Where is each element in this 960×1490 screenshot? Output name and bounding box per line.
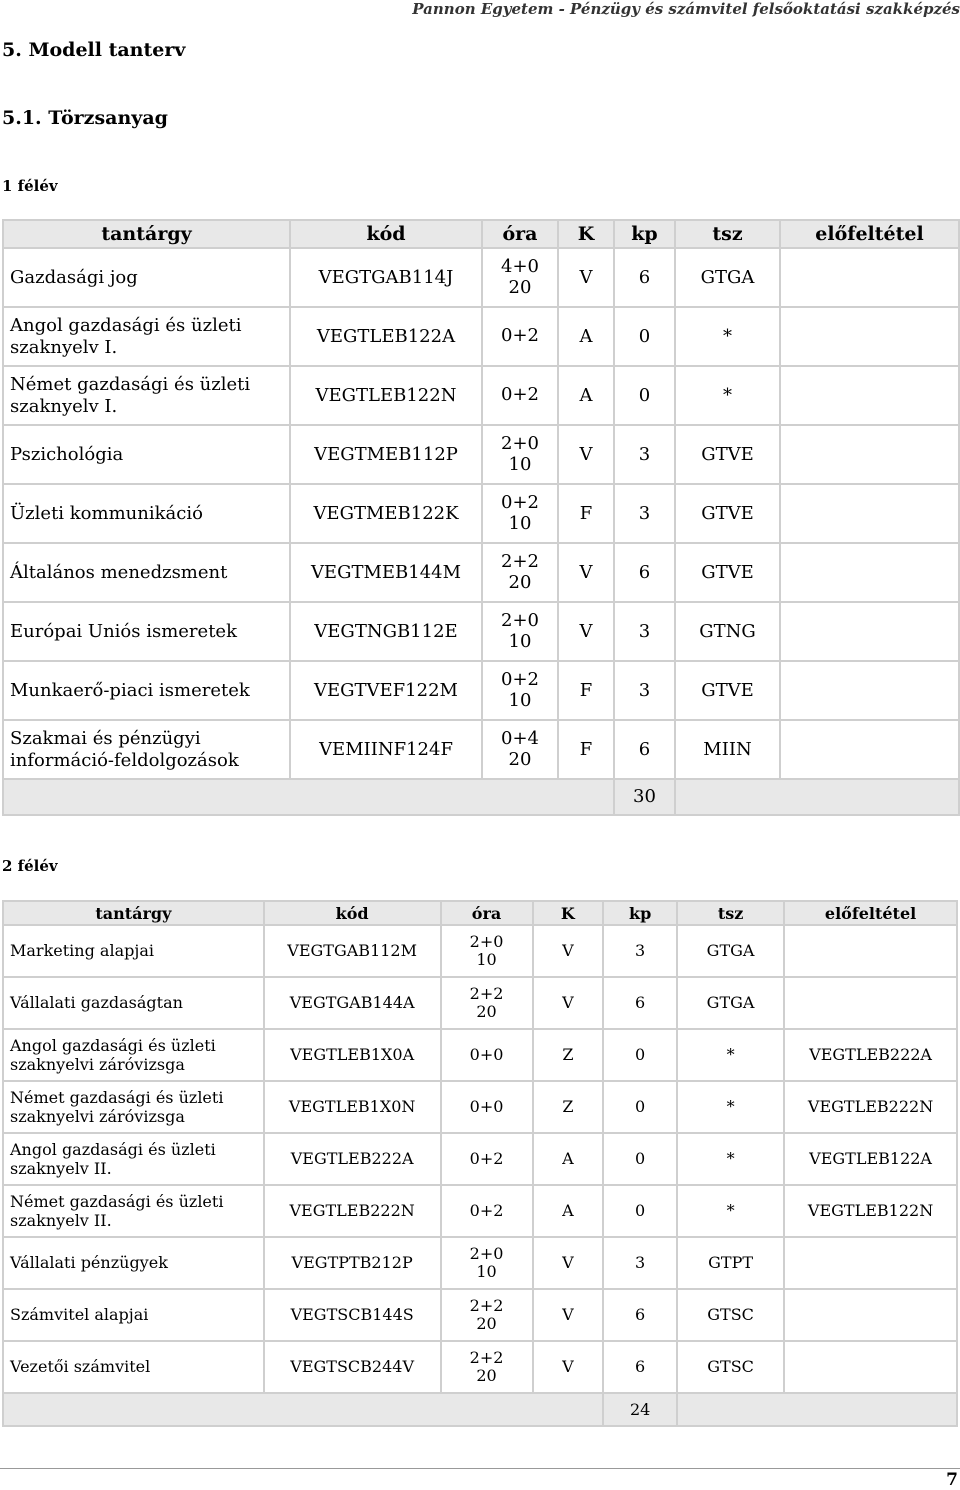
code-cell: VEGTLEB222A bbox=[264, 1133, 441, 1185]
subject-cell: Marketing alapjai bbox=[3, 925, 264, 977]
subject-cell: Angol gazdasági és üzleti szaknyelv I. bbox=[3, 307, 290, 366]
code-cell: VEGTGAB114J bbox=[290, 248, 482, 307]
exam-type-cell: V bbox=[533, 1237, 604, 1289]
exam-type-cell: F bbox=[558, 484, 614, 543]
table-row bbox=[3, 1081, 957, 1133]
credit-cell: 3 bbox=[603, 925, 677, 977]
department-cell: GTPT bbox=[677, 1237, 784, 1289]
table-row bbox=[3, 248, 959, 307]
section-heading-core: 5.1. Törzsanyag bbox=[2, 107, 168, 129]
column-header: tantárgy bbox=[3, 220, 290, 248]
column-header: óra bbox=[482, 220, 558, 248]
credit-cell: 6 bbox=[614, 543, 675, 602]
hours-total: 20 bbox=[508, 276, 532, 298]
code-cell: VEGTLEB122A bbox=[290, 307, 482, 366]
hours-value: 2+2 bbox=[469, 1347, 504, 1367]
exam-type-cell: A bbox=[533, 1185, 604, 1237]
code-cell: VEGTLEB122N bbox=[290, 366, 482, 425]
semester-2-label: 2 félév bbox=[2, 857, 58, 875]
subject-cell: Vállalati pénzügyek bbox=[3, 1237, 264, 1289]
department-cell: GTNG bbox=[675, 602, 780, 661]
hours-total: 10 bbox=[508, 689, 532, 711]
department-cell: GTGA bbox=[677, 925, 784, 977]
column-header: kp bbox=[603, 901, 677, 925]
hours-value: 2+2 bbox=[469, 1295, 504, 1315]
department-cell: GTSC bbox=[677, 1341, 784, 1393]
exam-type-cell: A bbox=[533, 1133, 604, 1185]
table-row bbox=[3, 977, 957, 1029]
exam-type-cell: V bbox=[558, 425, 614, 484]
department-cell: * bbox=[677, 1133, 784, 1185]
prerequisite-cell bbox=[784, 1341, 957, 1393]
hours-cell bbox=[482, 307, 558, 366]
hours-cell bbox=[482, 248, 558, 307]
subject-cell: Üzleti kommunikáció bbox=[3, 484, 290, 543]
prerequisite-cell bbox=[784, 925, 957, 977]
page-number: 7 bbox=[946, 1470, 958, 1490]
hours-total: 10 bbox=[476, 950, 497, 969]
exam-type-cell: V bbox=[533, 1289, 604, 1341]
table-header-row bbox=[3, 901, 957, 925]
department-cell: * bbox=[677, 1081, 784, 1133]
table-row bbox=[3, 1237, 957, 1289]
credit-cell: 0 bbox=[603, 1029, 677, 1081]
hours-cell bbox=[482, 720, 558, 779]
prerequisite-cell bbox=[780, 661, 959, 720]
department-cell: * bbox=[677, 1185, 784, 1237]
hours-cell bbox=[482, 602, 558, 661]
code-cell: VEGTLEB222N bbox=[264, 1185, 441, 1237]
department-cell: GTVE bbox=[675, 543, 780, 602]
table-row bbox=[3, 1289, 957, 1341]
hours-value: 0+0 bbox=[469, 1096, 504, 1116]
code-cell: VEGTPTB212P bbox=[264, 1237, 441, 1289]
hours-total: 10 bbox=[508, 453, 532, 475]
table-row bbox=[3, 925, 957, 977]
code-cell: VEGTGAB112M bbox=[264, 925, 441, 977]
prerequisite-cell bbox=[780, 307, 959, 366]
subject-cell: Európai Uniós ismeretek bbox=[3, 602, 290, 661]
column-header: kód bbox=[264, 901, 441, 925]
column-header: kód bbox=[290, 220, 482, 248]
prerequisite-cell: VEGTLEB122A bbox=[784, 1133, 957, 1185]
total-blank-cell bbox=[677, 1393, 957, 1426]
hours-total: 10 bbox=[508, 512, 532, 534]
department-cell: GTVE bbox=[675, 484, 780, 543]
credit-cell: 3 bbox=[614, 484, 675, 543]
subject-cell: Német gazdasági és üzleti szaknyelv II. bbox=[3, 1185, 264, 1237]
exam-type-cell: F bbox=[558, 661, 614, 720]
subject-cell: Vezetői számvitel bbox=[3, 1341, 264, 1393]
credit-cell: 3 bbox=[603, 1237, 677, 1289]
column-header: K bbox=[533, 901, 604, 925]
total-blank-cell bbox=[3, 1393, 603, 1426]
credit-cell: 6 bbox=[603, 1341, 677, 1393]
hours-cell bbox=[482, 366, 558, 425]
subject-cell: Gazdasági jog bbox=[3, 248, 290, 307]
total-blank-cell bbox=[675, 779, 959, 815]
hours-value: 0+2 bbox=[501, 384, 539, 406]
exam-type-cell: V bbox=[533, 1341, 604, 1393]
table-row bbox=[3, 366, 959, 425]
credit-cell: 6 bbox=[614, 720, 675, 779]
total-credit-cell: 24 bbox=[603, 1393, 677, 1426]
hours-total: 10 bbox=[508, 630, 532, 652]
credit-cell: 3 bbox=[614, 602, 675, 661]
code-cell: VEGTMEB112P bbox=[290, 425, 482, 484]
hours-cell bbox=[441, 1185, 533, 1237]
table-row bbox=[3, 1341, 957, 1393]
table-header-row bbox=[3, 220, 959, 248]
exam-type-cell: Z bbox=[533, 1081, 604, 1133]
hours-cell bbox=[441, 977, 533, 1029]
semester-1-table bbox=[2, 219, 960, 816]
column-header: előfeltétel bbox=[784, 901, 957, 925]
prerequisite-cell bbox=[784, 977, 957, 1029]
section-heading-model: 5. Modell tanterv bbox=[2, 39, 186, 61]
semester-1-label: 1 félév bbox=[2, 177, 58, 195]
hours-cell bbox=[482, 543, 558, 602]
prerequisite-cell bbox=[780, 543, 959, 602]
hours-value: 0+2 bbox=[501, 491, 539, 513]
hours-cell bbox=[441, 1029, 533, 1081]
hours-value: 0+4 bbox=[501, 727, 539, 749]
subject-cell: Vállalati gazdaságtan bbox=[3, 977, 264, 1029]
hours-total: 20 bbox=[476, 1314, 497, 1333]
table-row bbox=[3, 484, 959, 543]
department-cell: GTVE bbox=[675, 661, 780, 720]
column-header: tsz bbox=[675, 220, 780, 248]
exam-type-cell: V bbox=[533, 977, 604, 1029]
hours-cell bbox=[482, 484, 558, 543]
prerequisite-cell bbox=[780, 720, 959, 779]
column-header: óra bbox=[441, 901, 533, 925]
credit-cell: 6 bbox=[614, 248, 675, 307]
prerequisite-cell bbox=[784, 1289, 957, 1341]
prerequisite-cell: VEGTLEB222A bbox=[784, 1029, 957, 1081]
running-header: Pannon Egyetem - Pénzügy és számvitel felsőoktatási szakképzés bbox=[412, 0, 960, 18]
prerequisite-cell bbox=[780, 248, 959, 307]
hours-cell bbox=[441, 1289, 533, 1341]
exam-type-cell: Z bbox=[533, 1029, 604, 1081]
credit-cell: 0 bbox=[614, 366, 675, 425]
hours-total: 20 bbox=[508, 748, 532, 770]
credit-cell: 6 bbox=[603, 977, 677, 1029]
hours-value: 0+2 bbox=[501, 668, 539, 690]
subject-cell: Pszichológia bbox=[3, 425, 290, 484]
code-cell: VEGTVEF122M bbox=[290, 661, 482, 720]
hours-value: 4+0 bbox=[501, 255, 539, 277]
hours-value: 2+0 bbox=[469, 931, 504, 951]
code-cell: VEGTLEB1X0A bbox=[264, 1029, 441, 1081]
subject-cell: Számvitel alapjai bbox=[3, 1289, 264, 1341]
column-header: előfeltétel bbox=[780, 220, 959, 248]
hours-value: 2+0 bbox=[469, 1243, 504, 1263]
hours-value: 2+2 bbox=[501, 550, 539, 572]
credit-cell: 0 bbox=[603, 1133, 677, 1185]
exam-type-cell: A bbox=[558, 307, 614, 366]
column-header: tsz bbox=[677, 901, 784, 925]
column-header: tantárgy bbox=[3, 901, 264, 925]
footer-divider bbox=[0, 1468, 960, 1469]
table-row bbox=[3, 1029, 957, 1081]
table-row bbox=[3, 1185, 957, 1237]
table-row bbox=[3, 1133, 957, 1185]
hours-value: 0+2 bbox=[469, 1200, 504, 1220]
table-row bbox=[3, 602, 959, 661]
department-cell: GTGA bbox=[677, 977, 784, 1029]
hours-total: 20 bbox=[508, 571, 532, 593]
hours-total: 20 bbox=[476, 1002, 497, 1021]
department-cell: * bbox=[677, 1029, 784, 1081]
table-row bbox=[3, 720, 959, 779]
hours-cell bbox=[441, 925, 533, 977]
total-row bbox=[3, 779, 959, 815]
total-row bbox=[3, 1393, 957, 1426]
column-header: kp bbox=[614, 220, 675, 248]
exam-type-cell: V bbox=[558, 602, 614, 661]
department-cell: * bbox=[675, 366, 780, 425]
code-cell: VEGTSCB144S bbox=[264, 1289, 441, 1341]
code-cell: VEGTSCB244V bbox=[264, 1341, 441, 1393]
credit-cell: 0 bbox=[614, 307, 675, 366]
exam-type-cell: V bbox=[533, 925, 604, 977]
semester-2-table bbox=[2, 900, 958, 1427]
code-cell: VEGTNGB112E bbox=[290, 602, 482, 661]
hours-value: 2+0 bbox=[501, 609, 539, 631]
subject-cell: Angol gazdasági és üzleti szaknyelvi záróvizsga bbox=[3, 1029, 264, 1081]
prerequisite-cell bbox=[780, 602, 959, 661]
credit-cell: 0 bbox=[603, 1081, 677, 1133]
exam-type-cell: V bbox=[558, 543, 614, 602]
subject-cell: Német gazdasági és üzleti szaknyelvi záróvizsga bbox=[3, 1081, 264, 1133]
department-cell: * bbox=[675, 307, 780, 366]
hours-cell bbox=[482, 425, 558, 484]
hours-total: 20 bbox=[476, 1366, 497, 1385]
exam-type-cell: F bbox=[558, 720, 614, 779]
table-row bbox=[3, 425, 959, 484]
total-blank-cell bbox=[3, 779, 614, 815]
hours-total: 10 bbox=[476, 1262, 497, 1281]
credit-cell: 6 bbox=[603, 1289, 677, 1341]
prerequisite-cell bbox=[780, 425, 959, 484]
total-credit-cell: 30 bbox=[614, 779, 675, 815]
hours-value: 0+2 bbox=[469, 1148, 504, 1168]
department-cell: GTGA bbox=[675, 248, 780, 307]
department-cell: GTSC bbox=[677, 1289, 784, 1341]
code-cell: VEGTMEB122K bbox=[290, 484, 482, 543]
code-cell: VEGTLEB1X0N bbox=[264, 1081, 441, 1133]
code-cell: VEGTMEB144M bbox=[290, 543, 482, 602]
exam-type-cell: A bbox=[558, 366, 614, 425]
hours-cell bbox=[441, 1341, 533, 1393]
hours-value: 2+2 bbox=[469, 983, 504, 1003]
exam-type-cell: V bbox=[558, 248, 614, 307]
subject-cell: Német gazdasági és üzleti szaknyelv I. bbox=[3, 366, 290, 425]
column-header: K bbox=[558, 220, 614, 248]
prerequisite-cell bbox=[780, 484, 959, 543]
subject-cell: Munkaerő-piaci ismeretek bbox=[3, 661, 290, 720]
prerequisite-cell bbox=[784, 1237, 957, 1289]
hours-cell bbox=[441, 1081, 533, 1133]
table-row bbox=[3, 661, 959, 720]
prerequisite-cell: VEGTLEB222N bbox=[784, 1081, 957, 1133]
hours-cell bbox=[441, 1133, 533, 1185]
hours-value: 0+0 bbox=[469, 1044, 504, 1064]
hours-cell bbox=[441, 1237, 533, 1289]
code-cell: VEGTGAB144A bbox=[264, 977, 441, 1029]
hours-value: 0+2 bbox=[501, 325, 539, 347]
credit-cell: 3 bbox=[614, 661, 675, 720]
credit-cell: 3 bbox=[614, 425, 675, 484]
table-row bbox=[3, 543, 959, 602]
prerequisite-cell bbox=[780, 366, 959, 425]
hours-value: 2+0 bbox=[501, 432, 539, 454]
subject-cell: Általános menedzsment bbox=[3, 543, 290, 602]
credit-cell: 0 bbox=[603, 1185, 677, 1237]
hours-cell bbox=[482, 661, 558, 720]
table-row bbox=[3, 307, 959, 366]
department-cell: MIIN bbox=[675, 720, 780, 779]
subject-cell: Angol gazdasági és üzleti szaknyelv II. bbox=[3, 1133, 264, 1185]
prerequisite-cell: VEGTLEB122N bbox=[784, 1185, 957, 1237]
code-cell: VEMIINF124F bbox=[290, 720, 482, 779]
subject-cell: Szakmai és pénzügyi információ-feldolgozások bbox=[3, 720, 290, 779]
department-cell: GTVE bbox=[675, 425, 780, 484]
